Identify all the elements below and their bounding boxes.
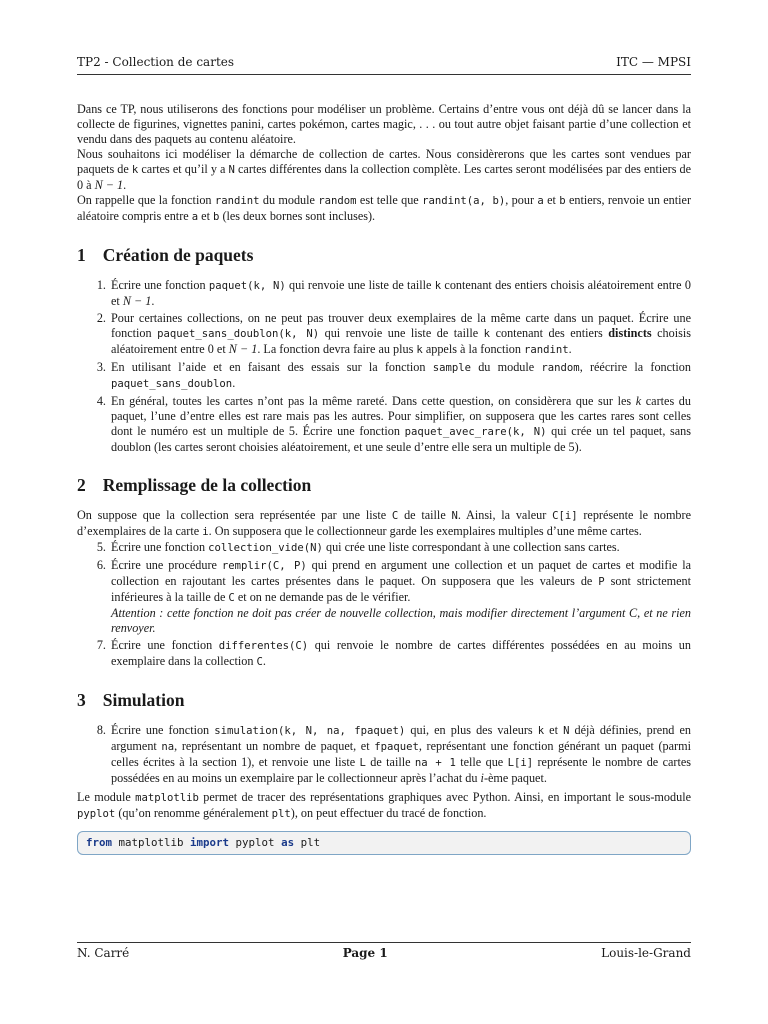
question-2 xyxy=(109,311,691,358)
text-run: (les deux bornes sont incluses). xyxy=(219,209,376,223)
text-run: . xyxy=(232,376,236,390)
text-run: k xyxy=(483,328,491,340)
text-run: differentes(C) xyxy=(218,640,309,652)
header-course: ITC — MPSI xyxy=(616,55,691,69)
text-run: C xyxy=(391,510,399,522)
text-run: N xyxy=(563,725,570,737)
text-run: collection_vide(N) xyxy=(208,542,323,554)
text-run: simulation(k, N, na, fpaquet) xyxy=(214,725,406,737)
text-run: L[i] xyxy=(507,757,534,769)
section-1-questions xyxy=(77,278,691,455)
section-3-heading xyxy=(77,690,691,710)
text-run: k xyxy=(434,280,442,292)
text-run: matplotlib xyxy=(135,792,199,804)
text-run: Écrire une fonction xyxy=(111,278,209,292)
text-run: , représentant un nombre de paquet, et xyxy=(174,739,375,753)
text-run: randint xyxy=(523,344,569,356)
text-run: paquet(k, N) xyxy=(208,280,286,292)
text-run: Écrire une fonction xyxy=(111,723,215,737)
text-run: Simulation xyxy=(102,690,185,710)
text-run: Dans ce TP, nous utiliserons des fonctions pour modéliser un problème. Certains d’entre vous ont déjà dû se lancer dans la collecte de figurines, vignettes panini, cartes pokémon, cartes magic, . . . ou tout autre objet faisant partie d’une collection et vendu dans des paquets au contenu aléatoire. xyxy=(77,102,691,146)
text-run: b xyxy=(213,211,220,223)
text-run: distincts xyxy=(608,326,652,340)
text-run: . La fonction devra faire au plus xyxy=(257,342,417,356)
text-run: 1 xyxy=(77,245,86,265)
text-run: P xyxy=(598,576,605,588)
text-run: C[i] xyxy=(552,510,578,522)
section-3-questions xyxy=(77,723,691,786)
text-run: import xyxy=(190,836,230,849)
question-1 xyxy=(109,278,691,309)
question-8 xyxy=(109,723,691,786)
text-run: . xyxy=(568,342,572,356)
text-run: Pour certaines collections, on ne peut pas trouver deux exemplaires de la même carte dans un paquet. Écrire une fonction xyxy=(111,311,691,340)
text-run: matplotlib xyxy=(112,836,191,849)
text-run: appels à la fonction xyxy=(422,342,524,356)
text-run: Création de paquets xyxy=(102,245,254,265)
page-header xyxy=(77,55,691,73)
text-run: pyplot xyxy=(229,836,282,849)
text-run: . xyxy=(262,654,266,668)
text-run: sont strictement inférieures à la taille de xyxy=(111,574,691,604)
text-run: et xyxy=(198,209,213,223)
intro-paragraph-3 xyxy=(77,193,691,225)
text-run: du module xyxy=(259,193,319,207)
text-run: Attention : cette fonction ne doit pas créer de nouvelle collection, mais modifier directement l’argument xyxy=(111,606,630,620)
text-run: L xyxy=(359,757,366,769)
text-run: déjà définies, prend en argument xyxy=(111,723,691,753)
section-3-paragraph xyxy=(77,790,691,822)
text-run: . xyxy=(151,294,155,308)
text-run: , et ne rien renvoyer. xyxy=(111,606,691,635)
footer-school: Louis-le-Grand xyxy=(601,946,691,960)
text-run: 3 xyxy=(77,690,86,710)
header-title: TP2 - Collection de cartes xyxy=(77,55,235,69)
question-6 xyxy=(109,558,691,636)
text-run: On suppose que la collection sera représentée par une liste xyxy=(77,508,392,522)
text-run: qui renvoie le nombre de cartes différentes possédées en au moins un exemplaire dans la collection xyxy=(111,638,691,668)
text-run: En utilisant l’aide et en faisant des essais sur la fonction xyxy=(111,360,433,374)
text-run: i xyxy=(480,771,484,785)
text-run: -ème paquet. xyxy=(483,771,547,785)
text-run: C xyxy=(256,656,263,668)
text-run: as xyxy=(281,836,295,849)
text-run: Écrire une fonction xyxy=(111,638,219,652)
text-run: qui prend en argument une collection et un paquet de cartes et modifie la collection en rajoutant les cartes présentes dans le paquet. On supposera que les valeurs de xyxy=(111,558,691,588)
text-run: de taille xyxy=(398,508,452,522)
text-run: Le module xyxy=(77,790,136,804)
text-run: qui, en plus des valeurs xyxy=(405,723,538,737)
attention-note xyxy=(111,606,691,635)
text-run: paquet_avec_rare(k, N) xyxy=(404,426,547,438)
footer-author: N. Carré xyxy=(77,946,130,960)
text-run: contenant des entiers choisis aléatoirement entre 0 et xyxy=(111,278,691,308)
text-run: permet de tracer des représentations graphiques avec Python. Ainsi, en important le sous-module xyxy=(198,790,691,804)
text-run: et xyxy=(544,723,564,737)
text-run: Écrire une procédure xyxy=(111,558,222,572)
text-run: cartes différentes dans la collection complète. Les cartes seront modélisées par des entiers de 0 à xyxy=(77,162,692,192)
section-2-heading xyxy=(77,475,691,495)
text-run: de taille xyxy=(365,755,415,769)
text-run: N xyxy=(228,164,235,176)
text-run: représente le nombre de cartes possédées en au moins un exemplaire par le collectionneur après l’achat du xyxy=(111,755,692,785)
text-run: et xyxy=(543,193,560,207)
page-footer xyxy=(77,946,691,960)
text-run: random xyxy=(541,362,580,374)
text-run: plt xyxy=(271,808,291,820)
text-run: k xyxy=(131,164,139,176)
text-run: . Ainsi, la valeur xyxy=(457,508,553,522)
header-rule xyxy=(77,74,691,75)
text-run: qui renvoie une liste de taille xyxy=(319,326,484,340)
text-run: qui crée un tel paquet, sans doublon (les cartes seront choisies aléatoirement, et une seule d’entre elle sera un multiple de 5). xyxy=(111,424,691,454)
text-run: a xyxy=(537,195,544,207)
text-run: fpaquet xyxy=(374,741,419,753)
text-run: Écrire une fonction xyxy=(111,540,209,554)
text-run: C xyxy=(629,606,638,620)
text-run: random xyxy=(318,195,357,207)
text-run: N − 1 xyxy=(122,294,152,308)
text-run: On rappelle que la fonction xyxy=(77,193,215,207)
text-run: from xyxy=(86,836,113,849)
question-5 xyxy=(109,540,691,556)
text-run: , représentant une fonction générant un paquet (parmi celles écrites à la section 1), et renvoie une liste xyxy=(111,739,691,769)
text-run: , pour xyxy=(505,193,538,207)
text-run: . On supposera que le collectionneur garde les exemplaires multiples d’une même cartes. xyxy=(208,524,642,538)
text-run: du module xyxy=(471,360,542,374)
text-run: ), on peut effectuer du tracé de fonction. xyxy=(290,806,487,820)
code-block xyxy=(77,831,691,855)
text-run: (qu’on renomme généralement xyxy=(115,806,272,820)
text-run: En général, toutes les cartes n’ont pas la même rareté. Dans cette question, on considèrera que sur les xyxy=(111,394,636,408)
text-run: représente le nombre d’exemplaires de la carte xyxy=(77,508,691,538)
text-run: paquet_sans_doublon xyxy=(111,378,233,390)
document-body xyxy=(77,102,691,855)
text-run: qui renvoie une liste de taille xyxy=(285,278,435,292)
text-run: N xyxy=(451,510,458,522)
text-run: cartes du paquet, l’une d’entre elles est rare mais pas les autres. Pour simplifier, on supposera que les cartes rares sont celles dont le numéro est un multiple de 5. Écrire une fonction xyxy=(111,394,691,438)
intro-paragraph-1 xyxy=(77,102,691,147)
text-run: randint xyxy=(214,195,260,207)
question-3 xyxy=(109,360,691,392)
text-run: 2 xyxy=(77,475,86,495)
text-run: . xyxy=(123,178,127,192)
question-7 xyxy=(109,638,691,670)
text-run: k xyxy=(635,394,642,408)
text-run: randint(a, b) xyxy=(422,195,506,207)
section-1-heading xyxy=(77,245,691,265)
text-run: Remplissage de la collection xyxy=(102,475,312,495)
question-4 xyxy=(109,394,691,455)
text-run: est telle que xyxy=(356,193,423,207)
text-run: paquet_sans_doublon(k, N) xyxy=(157,328,320,340)
text-run: N − 1 xyxy=(94,178,124,192)
footer-rule xyxy=(77,942,691,943)
text-run: telle que xyxy=(455,755,508,769)
text-run: b xyxy=(559,195,566,207)
text-run: , réécrire la fonction xyxy=(579,360,691,374)
text-run: na + 1 xyxy=(414,757,456,769)
section-2-questions xyxy=(77,540,691,670)
text-run: Nous souhaitons ici modéliser la démarche de collection de cartes. Nous considèrerons que les cartes sont vendues par paquets de xyxy=(77,147,691,176)
text-run: et on ne demande pas de le vérifier. xyxy=(234,590,411,604)
text-run: na xyxy=(161,741,175,753)
text-run: N − 1 xyxy=(228,342,258,356)
text-run: plt xyxy=(294,836,321,849)
text-run: qui crée une liste correspondant à une collection sans cartes. xyxy=(322,540,620,554)
page-number: Page 1 xyxy=(342,946,388,960)
text-run: choisis aléatoirement entre 0 et xyxy=(111,326,692,356)
text-run: k xyxy=(537,725,545,737)
text-run: k xyxy=(416,344,423,356)
text-run: cartes et qu’il y a xyxy=(138,162,229,176)
text-run: entiers, renvoie un entier aléatoire compris entre xyxy=(77,193,691,223)
text-run: i xyxy=(202,526,209,538)
intro-paragraph-2 xyxy=(77,147,691,193)
text-run: sample xyxy=(432,362,471,374)
text-run: a xyxy=(191,211,199,223)
section-2-paragraph xyxy=(77,508,691,540)
text-run: pyplot xyxy=(77,808,116,820)
text-run: contenant des entiers xyxy=(490,326,609,340)
text-run: remplir(C, P) xyxy=(221,560,307,572)
text-run: C xyxy=(228,592,235,604)
